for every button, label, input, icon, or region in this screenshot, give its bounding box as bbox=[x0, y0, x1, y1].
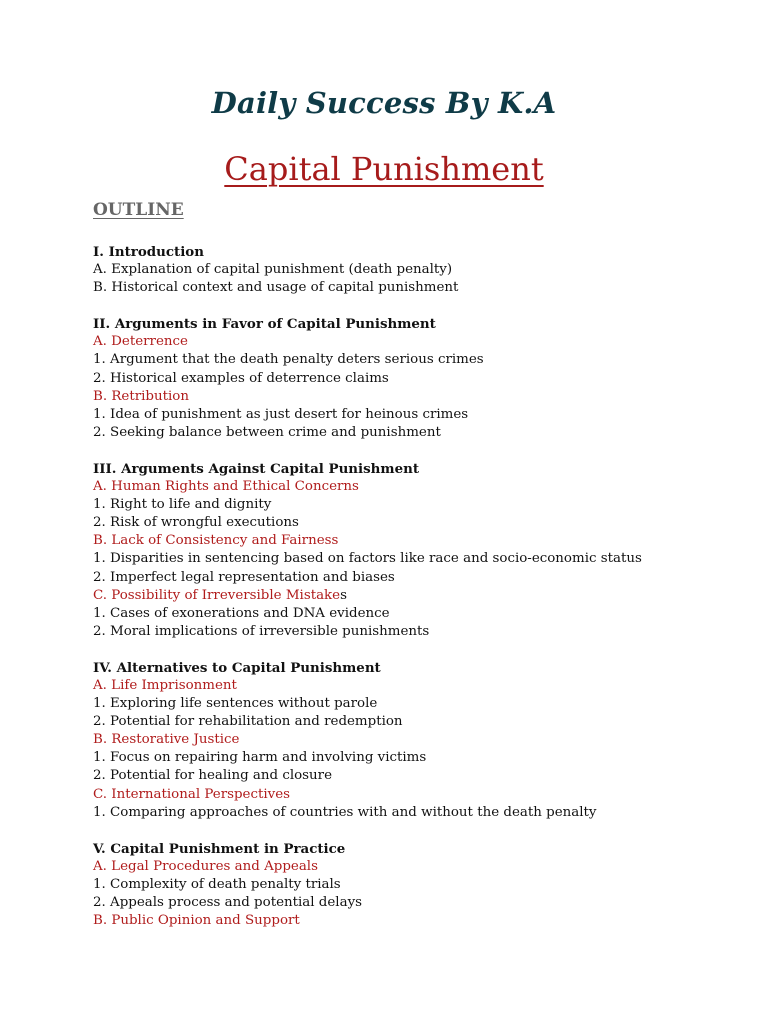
outline-point: 2. Appeals process and potential delays bbox=[93, 895, 363, 910]
outline-heading: OUTLINE bbox=[93, 200, 184, 220]
outline-point: 1. Complexity of death penalty trials bbox=[93, 876, 341, 892]
outline-point: 2. Seeking balance between crime and punishment bbox=[93, 424, 441, 440]
section-heading: II. Arguments in Favor of Capital Punishment bbox=[93, 316, 436, 333]
outline-subheading: B. Restorative Justice bbox=[93, 732, 240, 748]
outline-subheading: A. Deterrence bbox=[93, 334, 188, 350]
outline-subheading: B. Lack of Consistency and Fairness bbox=[93, 533, 339, 549]
outline-point: A. Explanation of capital punishment (death penalty) bbox=[93, 262, 453, 278]
outline-subheading: A. Life Imprisonment bbox=[93, 677, 237, 693]
outline-point: 1. Focus on repairing harm and involving victims bbox=[93, 750, 427, 766]
outline-subheading-mixed bbox=[93, 587, 743, 605]
outline-point: B. Historical context and usage of capital punishment bbox=[93, 280, 459, 296]
outline-section-2 bbox=[93, 315, 743, 442]
outline-point: 2. Historical examples of deterrence claims bbox=[93, 370, 389, 386]
section-heading: V. Capital Punishment in Practice bbox=[93, 840, 346, 857]
outline-point: 2. Potential for rehabilitation and redemption bbox=[93, 714, 403, 730]
page-title: Capital Punishment bbox=[224, 150, 544, 188]
outline-section-3 bbox=[93, 460, 743, 641]
outline-point: 1. Comparing approaches of countries with and without the death penalty bbox=[93, 804, 597, 820]
outline-subheading: C. International Perspectives bbox=[93, 786, 291, 802]
outline-point: 1. Exploring life sentences without parole bbox=[93, 696, 378, 712]
section-heading: IV. Alternatives to Capital Punishment bbox=[93, 659, 381, 676]
outline-point: 2. Risk of wrongful executions bbox=[93, 515, 299, 531]
brand-title: Daily Success By K.A bbox=[211, 86, 557, 120]
subheading-tail: s bbox=[340, 587, 347, 603]
outline-subheading: A. Legal Procedures and Appeals bbox=[93, 858, 318, 874]
outline-point: 1. Idea of punishment as just desert for heinous crimes bbox=[93, 406, 469, 422]
outline-point: 2. Imperfect legal representation and biases bbox=[93, 569, 395, 585]
outline-point: 1. Cases of exonerations and DNA evidence bbox=[93, 605, 390, 621]
outline-subheading: A. Human Rights and Ethical Concerns bbox=[93, 479, 359, 495]
outline-section-4 bbox=[93, 659, 743, 822]
outline-subheading: B. Retribution bbox=[93, 388, 189, 404]
outline-point: 1. Right to life and dignity bbox=[93, 497, 272, 513]
outline-point: 2. Potential for healing and closure bbox=[93, 768, 333, 784]
outline-point: 1. Argument that the death penalty deters serious crimes bbox=[93, 352, 484, 368]
outline-subheading: B. Public Opinion and Support bbox=[93, 913, 300, 929]
outline-section-1 bbox=[93, 243, 743, 297]
section-heading: I. Introduction bbox=[93, 244, 204, 260]
outline-point: 2. Moral implications of irreversible punishments bbox=[93, 623, 430, 639]
outline-subheading: C. Possibility of Irreversible Mistake bbox=[93, 587, 341, 603]
section-heading: III. Arguments Against Capital Punishment bbox=[93, 460, 420, 477]
outline-content bbox=[93, 243, 743, 948]
outline-point: 1. Disparities in sentencing based on factors like race and socio-economic status bbox=[93, 551, 642, 567]
outline-section-5 bbox=[93, 840, 743, 930]
